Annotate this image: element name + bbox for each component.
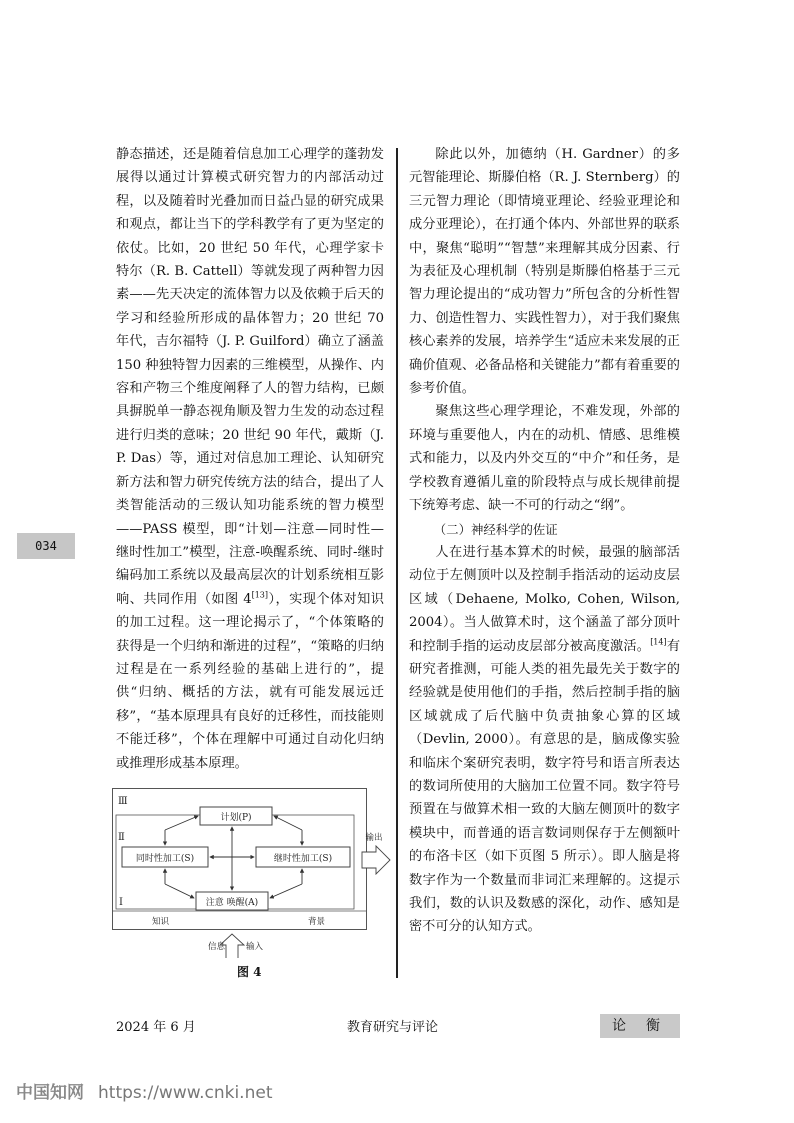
- right-paragraph-1: 除此以外，加德纳（H. Gardner）的多元智能理论、斯滕伯格（R. J. Sternberg）的三元智力理论（即情境亚理论、经验亚理论和成分亚理论），在打通个体内、外部世界的联系中，聚焦“聪明”“智慧”来理解其成分因素、行为表征及心理机制（特别是斯滕伯格基于三元智力理论提出的“成功智力”所包含的分析性智力、创造性智力、实践性智力），对于我们聚焦核心素养的发展，培养学生“适应未来发展的正确价值观、必备品格和关键能力”都有着重要的参考价值。: [409, 147, 680, 397]
- citation-14[interactable]: [14]: [650, 637, 667, 647]
- right-column: [409, 143, 680, 939]
- level-1-label: Ⅰ: [119, 897, 123, 908]
- citation-13[interactable]: [13]: [251, 590, 269, 600]
- right-paragraph-2: 聚焦这些心理学理论，不难发现，外部的环境与重要他人，内在的动机、情感、思维模式和能力，以及内外交互的“中介”和任务，是学校教育遵循儿童的阶段特点与成长规律前提下统筹考虑、缺一不可的行动之“纲”。: [409, 404, 680, 514]
- successive-label: 继时性加工(S): [273, 854, 333, 864]
- plan-label: 计划(P): [220, 813, 252, 823]
- watermark: [16, 1078, 272, 1103]
- right-paragraph-3: 人在进行基本算术的时候，最强的脑部活动位于左侧顶叶以及控制手指活动的运动皮层区域（Dehaene, Molko, Cohen, Wilson, 2004）。当人做算术时，这个涵盖了部分顶叶和控制手指的运动皮层部分被高度激活。[14]有研究者推测，可能人类的祖先最先关于数字的经验就是使用他们的手指，然后控制手指的脑区域就成了后代脑中负责抽象心算的区域（Devlin, 2000）。有意思的是，脑成像实验和临床个案研究表明，数字符号和语言所表达的数词所使用的大脑加工位置不同。数字符号预置在与做算术相一致的大脑左侧顶叶的数字模块中，而普通的语言数词则保存于左侧额叶的布洛卡区（如下页图 5 所示）。即人脑是将数字作为一个数量而非词汇来理解的。这提示我们，数的认识及数感的深化，动作、感知是密不可分的认知方式。: [409, 544, 681, 935]
- footer-section: 论衡: [600, 1014, 680, 1038]
- cnki-url[interactable]: https://www.cnki.net: [98, 1083, 273, 1103]
- pass-model-figure: [112, 788, 394, 958]
- left-column: [116, 143, 384, 775]
- cnki-logo: 中国知网: [16, 1083, 84, 1103]
- input-label: 输入: [246, 942, 264, 952]
- knowledge-label: 知识: [152, 917, 170, 927]
- page-number: 034: [17, 533, 75, 559]
- level-3-label: Ⅲ: [118, 796, 128, 807]
- level-2-label: Ⅱ: [118, 832, 125, 843]
- figure-caption: 图 4: [237, 965, 262, 979]
- footer-date: 2024 年 6 月: [116, 1020, 196, 1035]
- info-label: 信息: [208, 942, 226, 952]
- attention-label: 注意 唤醒(A): [205, 898, 259, 908]
- section-subheading: （二）神经科学的佐证: [433, 521, 558, 537]
- output-label: 输出: [365, 833, 383, 843]
- simultaneous-label: 同时性加工(S): [135, 854, 195, 864]
- column-divider: [396, 148, 398, 978]
- footer-journal: 教育研究与评论: [347, 1020, 439, 1035]
- background-label: 背景: [308, 917, 326, 927]
- left-paragraph-1: 静态描述，还是随着信息加工心理学的蓬勃发展得以通过计算模式研究智力的内部活动过程，以及随着时光叠加而日益凸显的研究成果和观点，都让当下的学科教学有了更为坚定的依仗。比如，20 世纪 50 年代，心理学家卡特尔（R. B. Cattell）等就发现了两种智力因素——先天决定的流体智力以及依赖于后天的学习和经验所形成的晶体智力；20 世纪 70 年代，吉尔福特（J. P. Guilford）确立了涵盖 150 种独特智力因素的三维模型，从操作、内容和产物三个维度阐释了人的智力结构，已颇具摒脱单一静态视角顺及智力生发的动态过程进行归类的意味；20 世纪 90 年代，戴斯（J. P. Das）等，通过对信息加工理论、认知研究新方法和智力研究传统方法的结合，提出了人类智能活动的三级认知功能系统的智力模型——PASS 模型，即“计划—注意—同时性—继时性加工”模型，注意-唤醒系统、同时-继时编码加工系统以及最高层次的计划系统相互影响、共同作用（如图 4[13]），实现个体对知识的加工过程。这一理论揭示了，“个体策略的获得是一个归纳和渐进的过程”，“策略的归纳过程是在一系列经验的基础上进行的”，提供“归纳、概括的方法，就有可能发展远迁移”，“基本原理具有良好的迁移性，而技能则不能迁移”，个体在理解中可通过自动化归纳或推理形成基本原理。: [116, 147, 384, 771]
